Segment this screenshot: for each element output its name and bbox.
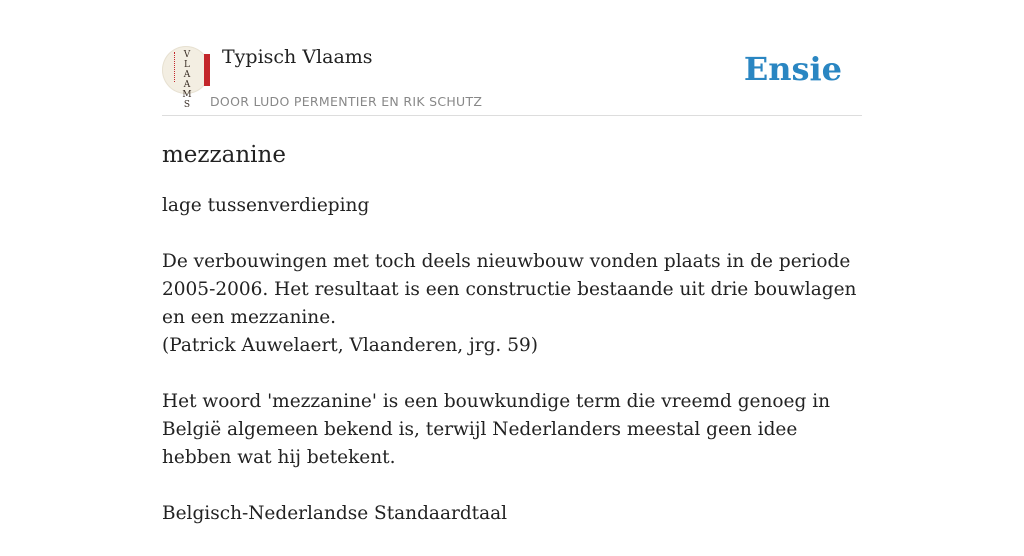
cover-letter: A bbox=[183, 70, 191, 80]
cover-letter: M bbox=[182, 90, 192, 100]
book-authors: DOOR LUDO PERMENTIER EN RIK SCHUTZ bbox=[210, 94, 483, 109]
book-cover-icon[interactable] bbox=[162, 46, 210, 110]
entry-category: Belgisch-Nederlandse Standaardtaal bbox=[162, 503, 508, 524]
entry-quote: De verbouwingen met toch deels nieuwbouw vonden plaats in de periode 2005-2006. Het resultaat is een constructie bestaande uit drie bouwlagen en een mezzanine. bbox=[162, 251, 857, 328]
entry-title: mezzanine bbox=[162, 142, 286, 168]
entry-note: Het woord 'mezzanine' is een bouwkundige term die vreemd genoeg in België algemeen bekend is, terwijl Nederlanders meestal geen idee hebben wat hij betekent. bbox=[162, 391, 831, 468]
entry-definition: lage tussenverdieping bbox=[162, 195, 370, 216]
cover-letter: S bbox=[183, 100, 191, 110]
cover-letter: A bbox=[183, 80, 191, 90]
page-header bbox=[162, 44, 862, 116]
entry-quote-block bbox=[162, 248, 862, 360]
book-title[interactable]: Typisch Vlaams bbox=[222, 46, 373, 68]
cover-letter: V bbox=[183, 50, 191, 60]
cover-letter: L bbox=[184, 60, 190, 70]
ensie-logo[interactable]: Ensie bbox=[743, 50, 842, 88]
cover-letters bbox=[182, 50, 192, 110]
entry bbox=[162, 138, 862, 556]
entry-source: (Patrick Auwelaert, Vlaanderen, jrg. 59) bbox=[162, 335, 538, 356]
entry-body bbox=[162, 192, 862, 528]
cover-dots bbox=[174, 52, 177, 82]
cover-red-band bbox=[204, 54, 210, 86]
